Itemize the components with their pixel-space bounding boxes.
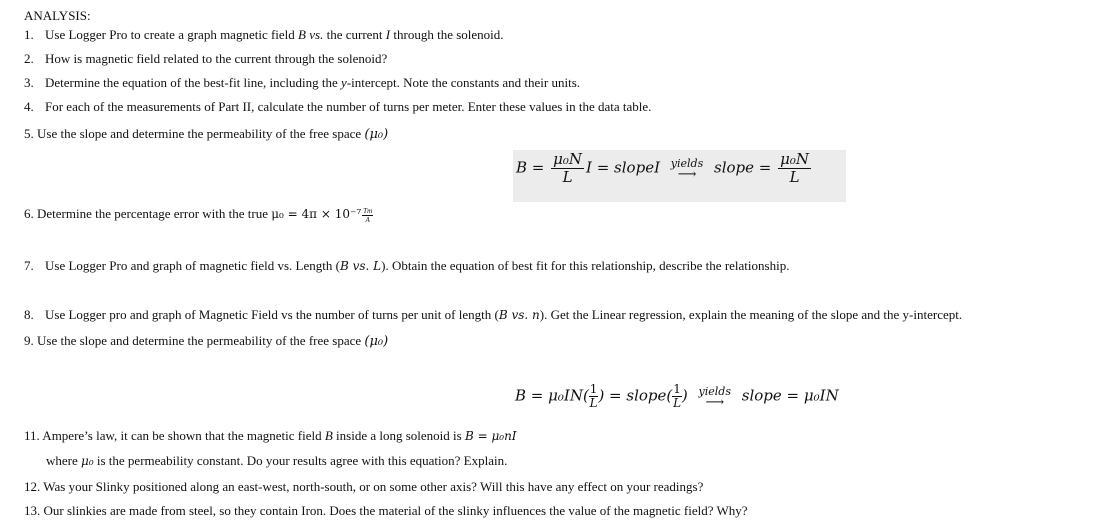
equation-1 bbox=[516, 151, 813, 186]
question-text: Determine the equation of the best-fit line, including the bbox=[45, 75, 342, 90]
solenoid-formula: B = μ₀nI bbox=[464, 429, 517, 443]
fraction-numerator: 1 bbox=[673, 382, 681, 396]
vs-text: vs. bbox=[306, 27, 324, 42]
question-number: 2. bbox=[24, 51, 34, 66]
question-3 bbox=[24, 75, 580, 91]
fraction-numerator: μ₀N bbox=[780, 150, 810, 168]
eq-rhs: slope = μ₀IN bbox=[741, 386, 839, 405]
question-8 bbox=[24, 307, 962, 323]
equation-2 bbox=[515, 383, 839, 410]
symbol-y: y bbox=[341, 75, 347, 90]
one-over-l bbox=[672, 383, 682, 410]
b-vs-l: B vs. L bbox=[339, 259, 382, 273]
b-vs-n: B vs. n bbox=[498, 308, 540, 322]
question-text: 6. Determine the percentage error with the true bbox=[24, 206, 272, 221]
fraction-denominator: L bbox=[789, 168, 800, 186]
fraction-denominator: L bbox=[589, 396, 598, 410]
fraction-mu-n-over-l bbox=[778, 151, 811, 186]
eq-middle: I = slopeI bbox=[586, 158, 660, 177]
question-7 bbox=[24, 258, 789, 274]
question-text: For each of the measurements of Part II, calculate the number of turns per meter. Enter these values in the data table. bbox=[45, 99, 652, 114]
question-text: is the permeability constant. Do your results agree with this equation? Explain. bbox=[93, 453, 508, 468]
question-number: 4. bbox=[24, 99, 34, 114]
yields-label: yields bbox=[670, 156, 704, 170]
fraction-numerator: μ₀N bbox=[553, 150, 583, 168]
question-text: where bbox=[46, 453, 82, 468]
fraction-mu-n-over-l bbox=[551, 151, 584, 186]
eq-lhs: B = bbox=[516, 158, 545, 177]
question-text: through the solenoid. bbox=[390, 27, 504, 42]
question-text: Use Logger pro and graph of Magnetic Field vs the number of turns per unit of length ( bbox=[45, 307, 499, 322]
unit-fraction bbox=[362, 207, 373, 224]
question-6 bbox=[24, 206, 373, 224]
question-text: the current bbox=[323, 27, 386, 42]
heading: ANALYSIS: bbox=[24, 8, 91, 23]
question-number: 8. bbox=[24, 307, 34, 322]
question-text: Use Logger Pro and graph of magnetic field vs. Length ( bbox=[45, 258, 340, 273]
question-text: 12. Was your Slinky positioned along an east-west, north-south, or on some other axis? Will this have any effect on your readings? bbox=[24, 479, 704, 494]
question-9 bbox=[24, 333, 388, 349]
question-number: 7. bbox=[24, 258, 34, 273]
question-text: ). Get the Linear regression, explain the meaning of the slope and the y-intercept. bbox=[539, 307, 963, 322]
question-text: 9. Use the slope and determine the permeability of the free space bbox=[24, 333, 365, 348]
mu-zero-value: μ₀ = 4π × 10⁻⁷ bbox=[271, 207, 362, 221]
question-text: How is magnetic field related to the current through the solenoid? bbox=[45, 51, 388, 66]
question-number: 1. bbox=[24, 27, 34, 42]
question-4 bbox=[24, 99, 651, 115]
question-text: ). Obtain the equation of best fit for this relationship, describe the relationship. bbox=[381, 258, 790, 273]
unit-numerator: Tm bbox=[363, 207, 373, 215]
fraction-numerator: 1 bbox=[589, 382, 598, 396]
question-text: 13. Our slinkies are made from steel, so they contain Iron. Does the material of the slinky influences the value of the magnetic field? Why? bbox=[24, 503, 748, 518]
question-2 bbox=[24, 51, 387, 67]
symbol-b: B bbox=[324, 428, 333, 443]
question-text: 11. Ampere’s law, it can be shown that the magnetic field bbox=[24, 428, 325, 443]
question-11-continued bbox=[46, 453, 507, 469]
symbol-i: I bbox=[385, 27, 391, 42]
question-12 bbox=[24, 479, 703, 495]
arrow-icon: ⟶ bbox=[705, 394, 725, 410]
mu-zero-symbol: (μ₀) bbox=[364, 127, 389, 142]
eq-part: ) = slope( bbox=[598, 386, 673, 405]
question-number: 3. bbox=[24, 75, 34, 90]
question-text: inside a long solenoid is bbox=[332, 428, 465, 443]
question-text: 5. Use the slope and determine the permeability of the free space bbox=[24, 126, 365, 141]
symbol-b: B bbox=[298, 27, 306, 42]
question-text: Use Logger Pro to create a graph magnetic field bbox=[45, 27, 299, 42]
mu-zero-symbol: (μ₀) bbox=[364, 334, 389, 349]
question-1 bbox=[24, 27, 504, 43]
one-over-l bbox=[589, 383, 599, 410]
question-11 bbox=[24, 428, 517, 444]
question-text: -intercept. Note the constants and their units. bbox=[346, 75, 581, 90]
yields-arrow bbox=[699, 386, 731, 408]
fraction-denominator: L bbox=[562, 168, 573, 186]
yields-arrow bbox=[671, 158, 703, 180]
yields-label: yields bbox=[698, 384, 731, 398]
eq-part: ) bbox=[681, 386, 688, 405]
unit-denominator: A bbox=[365, 216, 370, 224]
fraction-denominator: L bbox=[673, 396, 682, 410]
question-13 bbox=[24, 503, 748, 519]
arrow-icon: ⟶ bbox=[677, 166, 697, 182]
eq-rhs: slope = bbox=[714, 158, 772, 177]
question-5 bbox=[24, 126, 388, 142]
eq-part: B = μ₀IN( bbox=[515, 386, 589, 405]
mu-zero-symbol: μ₀ bbox=[81, 454, 94, 468]
